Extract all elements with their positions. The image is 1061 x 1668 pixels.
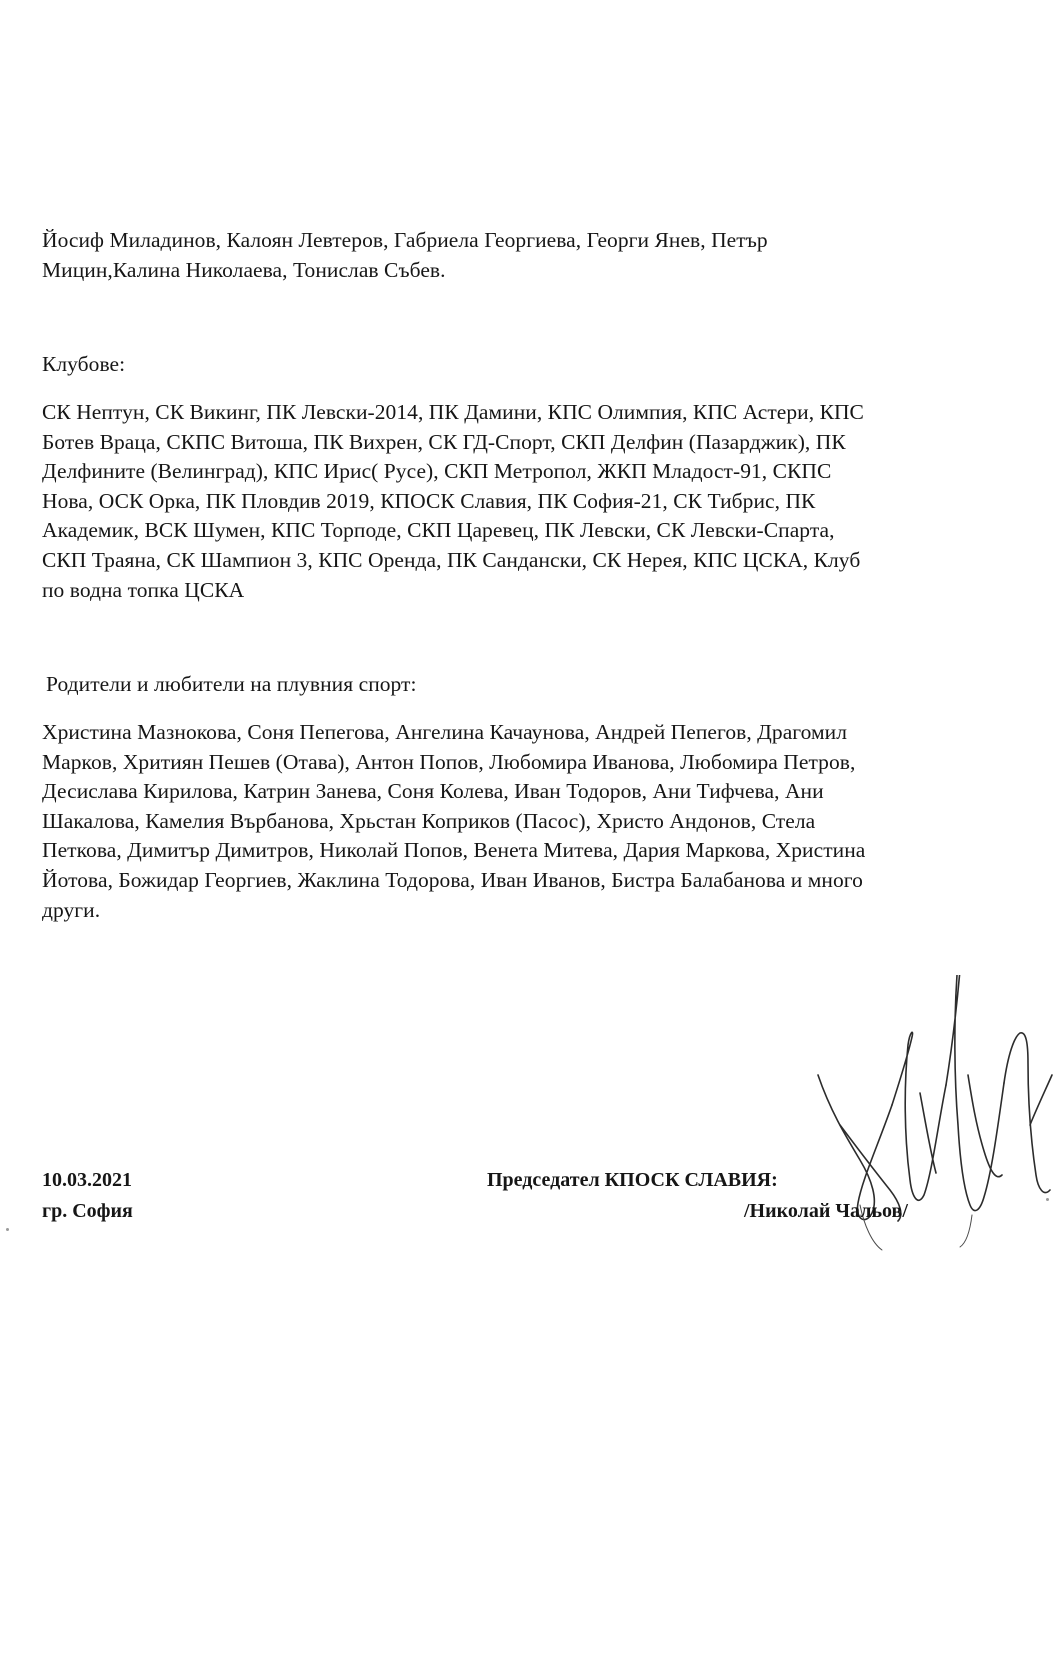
chairman-title: Председател КПОСК СЛАВИЯ: <box>487 1169 778 1191</box>
text-line: по водна топка ЦСКА <box>42 577 245 602</box>
handwritten-signature <box>800 975 1061 1275</box>
text-line: Христина Мазнокова, Соня Пепегова, Ангелина Качаунова, Андрей Пепегов, Драгомил <box>42 720 848 744</box>
text-line: Петкова, Димитър Димитров, Николай Попов, Венета Митева, Дария Маркова, Христина <box>42 838 866 863</box>
text-line: Нова, ОСК Орка, ПК Пловдив 2019, КПОСК Славия, ПК София-21, СК Тибрис, ПК <box>42 488 816 513</box>
text-line: Мицин,Калина Николаева, Тонислав Събев. <box>42 257 446 282</box>
text-line: Делфините (Велинград), КПС Ирис( Русе), СКП Метропол, ЖКП Младост-91, СКПС <box>42 459 832 484</box>
text-line: Йотова, Божидар Георгиев, Жаклина Тодорова, Иван Иванов, Бистра Балабанова и много <box>42 867 863 892</box>
chairman-name: /Николай Чальов/ <box>744 1200 908 1222</box>
text-line: Десислава Кирилова, Катрин Занева, Соня Колева, Иван Тодоров, Ани Тифчева, Ани <box>42 779 824 804</box>
names-paragraph <box>42 226 1002 285</box>
text-line: СК Нептун, СК Викинг, ПК Левски-2014, ПК Дамини, КПС Олимпия, КПС Астери, КПС <box>42 400 864 424</box>
text-line: Йосиф Миладинов, Калоян Левтеров, Габриела Георгиева, Георги Янев, Петър <box>42 228 768 252</box>
scan-speck <box>6 1228 9 1231</box>
parents-paragraph <box>42 718 1002 925</box>
clubs-heading: Клубове: <box>42 352 126 376</box>
text-line: Академик, ВСК Шумен, КПС Торподе, СКП Царевец, ПК Левски, СК Левски-Спарта, <box>42 518 835 543</box>
parents-heading: Родители и любители на плувния спорт: <box>46 672 417 696</box>
text-line: други. <box>42 897 101 922</box>
text-line: Ботев Враца, СКПС Витоша, ПК Вихрен, СК ГД-Спорт, СКП Делфин (Пазарджик), ПК <box>42 429 846 454</box>
document-date: 10.03.2021 <box>42 1169 132 1191</box>
text-line: Шакалова, Камелия Върбанова, Хрьстан Коприков (Пасос), Христо Андонов, Стела <box>42 808 816 833</box>
clubs-paragraph <box>42 398 1002 605</box>
text-line: СКП Траяна, СК Шампион 3, КПС Оренда, ПК Сандански, СК Нерея, КПС ЦСКА, Клуб <box>42 547 861 572</box>
scan-speck <box>1046 1198 1049 1201</box>
document-city: гр. София <box>42 1200 133 1222</box>
text-line: Марков, Хритиян Пешев (Отава), Антон Попов, Любомира Иванова, Любомира Петров, <box>42 749 856 774</box>
